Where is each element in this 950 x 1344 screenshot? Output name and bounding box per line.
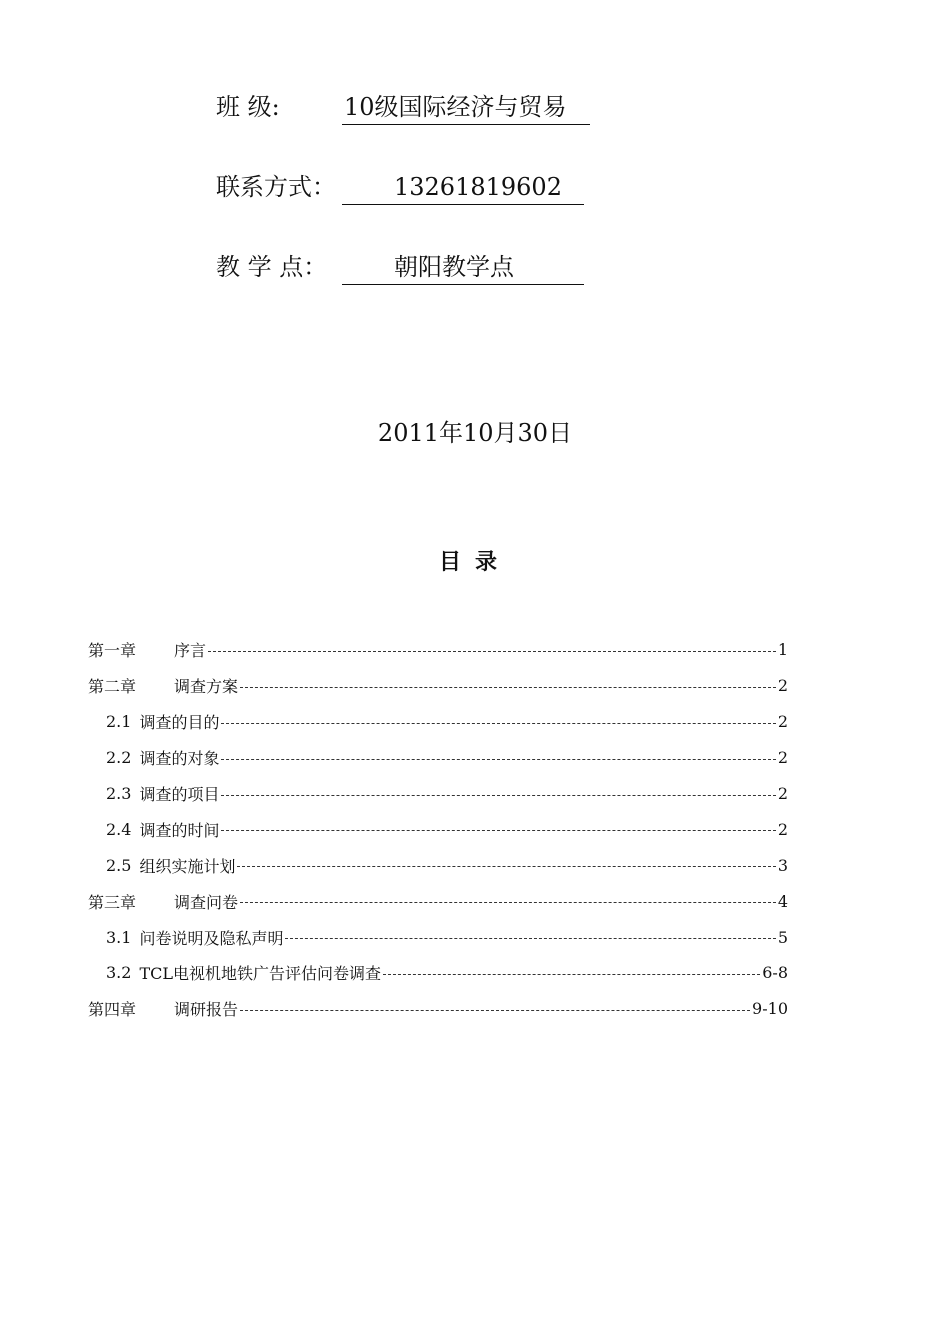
toc-entry-number: 2.3 xyxy=(106,784,132,803)
toc-entry[interactable] xyxy=(88,776,788,812)
toc-entry-number: 第二章 xyxy=(88,677,137,697)
toc-entry[interactable] xyxy=(88,919,788,955)
toc-entry-title: TCL电视机地铁广告评估问卷调查 xyxy=(139,964,381,984)
toc-entry-page: 9-10 xyxy=(752,999,788,1019)
toc-leader xyxy=(221,829,775,831)
toc-entry-page: 4 xyxy=(777,891,788,911)
toc-leader xyxy=(208,650,776,652)
toc-leader xyxy=(285,937,775,939)
toc-entry-number: 3.2 xyxy=(106,963,132,983)
toc-entry-title: 调查的时间 xyxy=(139,820,220,840)
toc-entry-page: 2 xyxy=(777,784,788,803)
toc-entry[interactable] xyxy=(88,883,788,919)
teaching-site-label: 教 学 点： xyxy=(216,253,328,281)
toc-entry-page: 1 xyxy=(777,640,788,660)
document-date: 2011年10月30日 xyxy=(377,419,573,447)
teaching-site-row xyxy=(216,250,584,285)
toc-entry-number: 3.1 xyxy=(106,927,132,947)
toc-entry-number: 第三章 xyxy=(88,892,137,912)
toc-entry[interactable] xyxy=(88,991,788,1027)
toc-entry-page: 2 xyxy=(777,676,788,696)
toc-entry-number: 2.2 xyxy=(106,748,132,768)
toc-leader xyxy=(240,1009,750,1011)
toc-leader xyxy=(240,686,776,688)
toc-entry-page: 2 xyxy=(777,819,788,839)
contact-row xyxy=(216,170,584,205)
toc-entry[interactable] xyxy=(88,740,788,776)
toc-leader xyxy=(221,758,775,760)
toc-entry[interactable] xyxy=(88,955,788,991)
toc-entry-title: 调查的目的 xyxy=(139,713,220,733)
table-of-contents xyxy=(88,632,788,1027)
contact-value: 13261819602 xyxy=(342,170,584,205)
toc-leader xyxy=(221,722,775,724)
teaching-site-value: 朝阳教学点 xyxy=(342,250,584,285)
toc-leader xyxy=(383,973,760,975)
toc-entry-number: 第一章 xyxy=(88,641,137,661)
toc-entry[interactable] xyxy=(88,668,788,704)
class-value: 10级国际经济与贸易 xyxy=(342,90,590,125)
toc-entry[interactable] xyxy=(88,704,788,740)
toc-entry-page: 2 xyxy=(777,712,788,732)
toc-entry-title: 调查方案 xyxy=(174,677,239,697)
toc-entry-title: 调查的项目 xyxy=(139,785,220,804)
toc-leader xyxy=(221,794,775,796)
toc-title: 目录 xyxy=(438,549,511,575)
toc-entry-number: 2.4 xyxy=(106,819,132,839)
toc-entry-page: 6-8 xyxy=(762,963,788,983)
toc-entry[interactable] xyxy=(88,811,788,847)
toc-leader xyxy=(240,901,776,903)
toc-entry-page: 3 xyxy=(777,855,788,875)
toc-entry-number: 2.5 xyxy=(106,855,132,875)
toc-entry-title: 问卷说明及隐私声明 xyxy=(139,928,284,948)
toc-entry-page: 2 xyxy=(777,748,788,768)
toc-entry-title: 序言 xyxy=(174,641,207,661)
toc-entry-title: 调查的对象 xyxy=(139,749,220,769)
class-label: 班 级: xyxy=(216,93,280,121)
toc-entry[interactable] xyxy=(88,847,788,883)
toc-entry-title: 调查问卷 xyxy=(174,892,239,912)
class-row xyxy=(216,90,590,125)
toc-entry[interactable] xyxy=(88,632,788,668)
toc-entry-title: 调研报告 xyxy=(174,1000,239,1020)
toc-entry-number: 第四章 xyxy=(88,1000,137,1020)
contact-label: 联系方式： xyxy=(216,173,336,201)
toc-entry-number: 2.1 xyxy=(106,712,132,732)
toc-entry-title: 组织实施计划 xyxy=(139,856,236,876)
toc-entry-page: 5 xyxy=(777,927,788,947)
toc-leader xyxy=(237,865,775,867)
